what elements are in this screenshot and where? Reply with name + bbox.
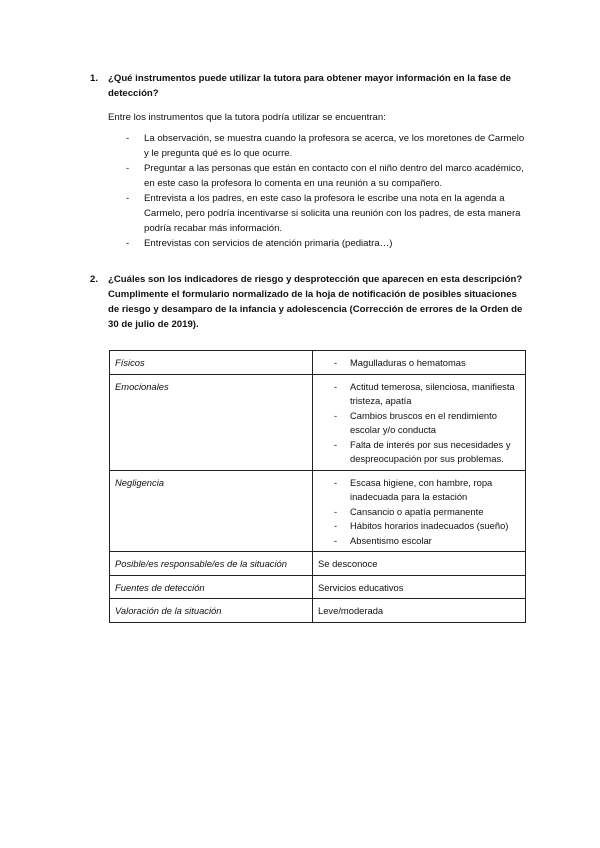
question-2-number: 2. xyxy=(90,274,99,285)
list-item-text: Escasa higiene, con hambre, ropa inadecuada para la estación xyxy=(350,476,493,502)
indicator-list xyxy=(318,476,520,549)
table-row xyxy=(110,351,526,375)
row-label: Valoración de la situación xyxy=(110,599,313,623)
bullet-dash: - xyxy=(334,380,338,392)
list-item-text: Actitud temerosa, silenciosa, manifiesta tristeza, apatía xyxy=(350,380,515,406)
list-item xyxy=(108,131,528,161)
bullet-dash: - xyxy=(334,409,338,421)
list-item-text: Preguntar a las personas que están en contacto con el niño dentro del marco académico, en este caso la profesora lo comenta en una reunión a su compañero. xyxy=(144,163,524,189)
row-label: Negligencia xyxy=(110,470,313,552)
list-item-text: La observación, se muestra cuando la profesora se acerca, ve los moretones de Carmelo y le pregunta qué es lo que ocurre. xyxy=(144,133,525,159)
question-1-text: ¿Qué instrumentos puede utilizar la tutora para obtener mayor información en la fase de detección? xyxy=(108,73,512,99)
table-row xyxy=(110,552,526,576)
table-row xyxy=(110,575,526,599)
bullet-dash: - xyxy=(334,438,338,450)
row-label: Posible/es responsable/es de la situación xyxy=(110,552,313,576)
list-item-text: Absentismo escolar xyxy=(350,534,432,546)
list-item xyxy=(318,476,520,505)
list-item xyxy=(318,438,520,467)
list-item-text: Entrevista a los padres, en este caso la profesora le escribe una nota en la agenda a Carmelo, pero podría incentivarse si solicita una reunión con los padres, de esta manera podría recabar más información. xyxy=(144,193,521,234)
question-1 xyxy=(90,71,530,101)
row-value: Leve/moderada xyxy=(313,599,526,623)
bullet-dash: - xyxy=(334,505,338,517)
list-item-text: Hábitos horarios inadecuados (sueño) xyxy=(350,520,509,531)
bullet-dash: - xyxy=(334,520,338,531)
list-item xyxy=(108,191,528,236)
question-2 xyxy=(90,272,530,332)
row-value xyxy=(313,374,526,470)
table-row xyxy=(110,374,526,470)
list-item xyxy=(318,519,520,534)
row-label: Físicos xyxy=(110,351,313,375)
list-item-text: Cansancio o apatía permanente xyxy=(350,505,484,517)
list-item xyxy=(108,236,528,251)
list-item-text: Falta de interés por sus necesidades y despreocupación por sus problemas. xyxy=(350,438,511,464)
bullet-dash: - xyxy=(126,238,130,249)
bullet-dash: - xyxy=(126,193,130,204)
row-value xyxy=(313,470,526,552)
list-item xyxy=(318,505,520,520)
list-item xyxy=(318,409,520,438)
bullet-dash: - xyxy=(126,163,130,174)
answer-1-list xyxy=(108,131,528,251)
bullet-dash: - xyxy=(126,133,130,144)
question-2-text: ¿Cuáles son los indicadores de riesgo y desprotección que aparecen en esta descripción? Cumplimente el formulario normalizado de la hoja de notificación de posibles situaciones de riesgo y desamparo de la infancia y adolescencia (Corrección de errores de la Orden de 30 de julio de 2019). xyxy=(108,274,523,330)
indicator-list xyxy=(318,356,520,371)
list-item-text: Cambios bruscos en el rendimiento escolar y/o conducta xyxy=(350,409,497,435)
list-item xyxy=(318,356,520,371)
question-1-number: 1. xyxy=(90,73,99,84)
list-item-text: Entrevistas con servicios de atención primaria (pediatra…) xyxy=(144,238,393,249)
answer-1-intro: Entre los instrumentos que la tutora podría utilizar se encuentran: xyxy=(108,112,386,123)
row-value: Se desconoce xyxy=(313,552,526,576)
bullet-dash: - xyxy=(334,476,338,488)
list-item xyxy=(108,161,528,191)
table-row xyxy=(110,470,526,552)
list-item-text: Magulladuras o hematomas xyxy=(350,357,466,368)
list-item xyxy=(318,380,520,409)
row-label: Emocionales xyxy=(110,374,313,470)
list-item xyxy=(318,534,520,549)
bullet-dash: - xyxy=(334,534,338,546)
row-value: Servicios educativos xyxy=(313,575,526,599)
notification-form-table xyxy=(109,350,526,623)
table-row xyxy=(110,599,526,623)
bullet-dash: - xyxy=(334,357,338,368)
row-label: Fuentes de detección xyxy=(110,575,313,599)
row-value xyxy=(313,351,526,375)
indicator-list xyxy=(318,380,520,467)
